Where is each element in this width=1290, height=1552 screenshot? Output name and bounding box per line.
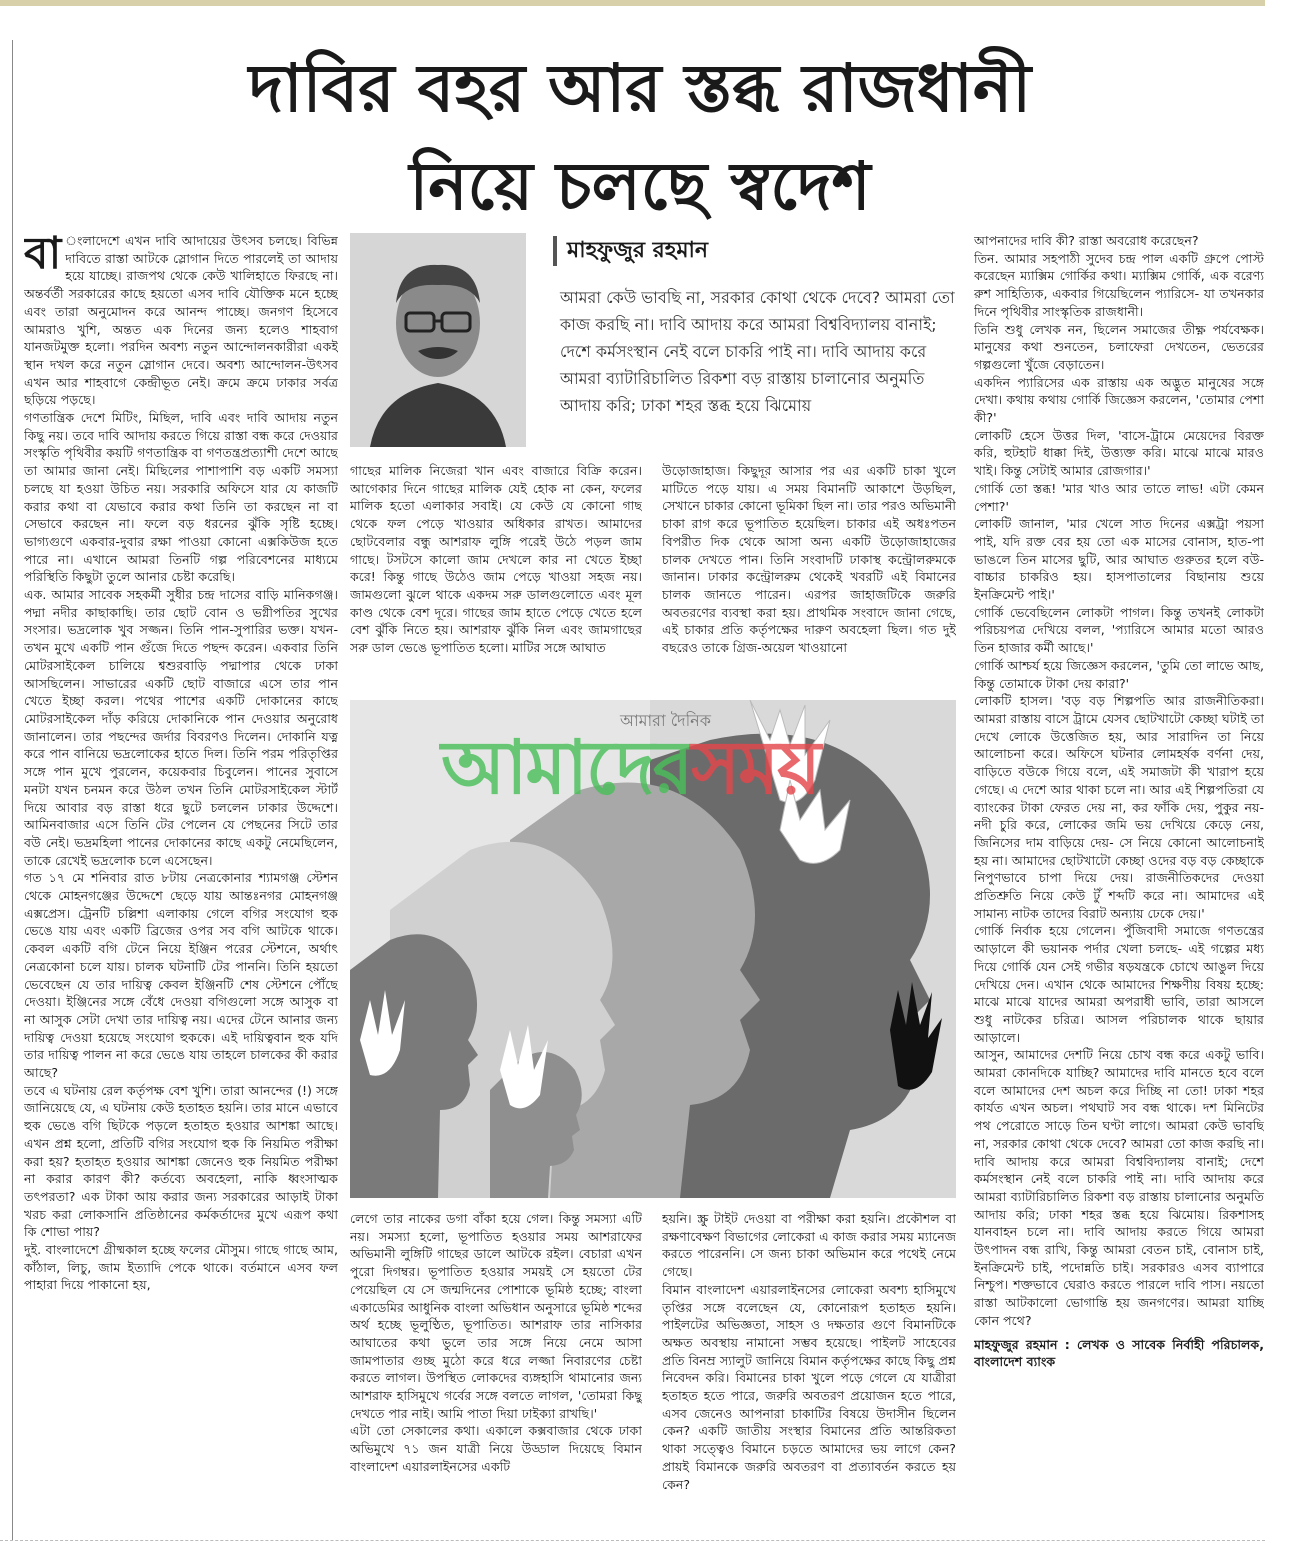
column-4-paragraph-9: গোর্কি আশ্চর্য হয়ে জিজ্ঞেস করলেন, 'তুমি তো লাভে আছ, কিন্তু তোমাকে টাকা দেয় কারা?' [974, 657, 1264, 691]
column-3-paragraph-1: উড়োজাহাজ। কিছুদূর আসার পর এর একটি চাকা খুলে মাটিতে পড়ে যায়। এ সময় বিমানটি আকাশে উড়ছিল, সেখানে চাকার কোনো ভূমিকা ছিল না। তার পরও অভিমানী চাকা রাগ করে ভূপাতিত হয়েছিল। চাকার এই অধঃপতন বিপরীত দিক থেকে আসা অন্য একটি উড়োজাহাজের চালক দেখতে পান। তিনি সংবাদটি ঢাকাস্থ কন্ট্রোলরুমকে জানান। ঢাকার কন্ট্রোলরুম থেকেই খবরটি এই বিমানের চালক জানতে পারেন। এরপর জাহাজটিকে জরুরি অবতরণের ব্যবস্থা করা হয়। প্রাথমিক সংবাদে জানা গেছে, এই চাকার প্রতি কর্তৃপক্ষের দারুণ অবহেলা ছিল। গত দুই বছরেও তাকে গ্রিজ-অয়েল খাওয়ানো [662, 463, 956, 656]
column-4-paragraph-7: লোকটি জানাল, 'মার খেলে সাত দিনের এক্সট্রা পয়সা পাই, যদি রক্ত বের হয় তো এক মাসের বোনাস, হাত-পা ভাঙলে তিন মাসের ছুটি, আর আঘাত গুরুতর হলে বউ-বাচ্চার চাকরিও হয়। হাসপাতালের বিছানায় শুয়ে ইনক্রিমেন্ট পাই।' [974, 516, 1264, 603]
column-2-paragraph-3: এটা তো সেকালের কথা। একালে কক্সবাজার থেকে ঢাকা অভিমুখে ৭১ জন যাত্রী নিয়ে উড্ডাল দিয়েছে বিমান বাংলাদেশ এয়ারলাইনসের একটি [350, 1423, 642, 1474]
column-2-paragraph-2: লেগে তার নাকের ডগা বাঁকা হয়ে গেল। কিন্তু সমস্যা এটি নয়। সমস্যা হলো, ভূপাতিত হওয়ার সময় আশরাফের অভিমানী লুঙ্গিটি গাছের ডালে আটকে রইল। বেচারা এখন পুরো দিগম্বর। ভূপাতিত হওয়ার সময়ই সে হয়তো টের পেয়েছিল যে সে জন্মদিনের পোশাকে ভূমিষ্ঠ হচ্ছে; বাংলা একাডেমির আধুনিক বাংলা অভিধান অনুসারে ভূমিষ্ঠ শব্দের অর্থ হচ্ছে ভূলুণ্ঠিত, ভূপাতিত। আশরাফ তার নাসিকার আঘাতের কথা ভুলে তার সঙ্গে নিয়ে নেমে আসা জামপাতার গুচ্ছ মুঠো করে ধরে লজ্জা নিবারণের চেষ্টা করতে লাগল। উপস্থিত লোকদের ব্যঙ্গহাসি থামানোর জন্য আশরাফ হাসিমুখে গর্বের সঙ্গে বলতে লাগল, 'তোমরা কিছু দেখতে পার নাই। আমি পাতা দিয়া ঢাইক্যা রাখছি।' [350, 1211, 642, 1421]
author-photo [350, 233, 526, 447]
column-1-paragraph-3: এক. আমার সাবেক সহকর্মী সুধীর চন্দ্র দাসের বাড়ি মানিকগঞ্জ। পদ্মা নদীর কাছাকাছি। তার ছোট বোন ও ভগ্নীপতির সুখের সংসার। ভদ্রলোক খুব সজ্জন। তিনি পান-সুপারির ভক্ত। যখন-তখন মুখে একটি পান গুঁজে দিতে পছন্দ করেন। একবার তিনি মোটরসাইকেল চালিয়ে শ্বশুরবাড়ি পদ্মাপার থেকে ঢাকা আসছিলেন। সাভারের একটি ছোট বাজারে এসে তার পান খেতে ইচ্ছা করল। পথের পাশের একটি দোকানের কাছে মোটরসাইকেল দাঁড় করিয়ে দোকানিকে পান দেওয়ার অনুরোধ জানালেন। তার পছন্দের জর্দার বিবরণও দিলেন। দোকানি যত্ন করে পান বানিয়ে ভদ্রলোকের হাতে দিল। তিনি পরম পরিতৃপ্তির সঙ্গে পান মুখে পুরলেন, কয়েকবার চিবুলেন। পানের সুবাসে মনটা যখন চনমন করে উঠল তখন তিনি মোটরসাইকেল স্টার্ট দিয়ে আবার বড় রাস্তা ধরে ছুটে চললেন ঢাকার উদ্দেশে। আমিনবাজার এসে তিনি টের পেলেন যে পেছনের সিটে তার বউ নেই। ভদ্রমহিলা পানের দোকানের কাছে একটু নেমেছিলেন, তাকে রেখেই ভদ্রলোক চলে এসেছেন। [24, 587, 338, 868]
column-1-paragraph-4: গত ১৭ মে শনিবার রাত ৮টায় নেত্রকোনার শ্যামগঞ্জ স্টেশন থেকে মোহনগঞ্জের উদ্দেশে ছেড়ে যায় আন্তঃনগর মোহনগঞ্জ এক্সপ্রেস। ট্রেনটি চল্লিশা এলাকায় গেলে বগির সংযোগ হুক ভেঙে যায় এবং একটি ব্রিজের ওপর সব বগি আটকে থাকে। কেবল একটি বগি টেনে নিয়ে ইঞ্জিন পরের স্টেশনে, অর্থাৎ নেত্রকোনা চলে যায়। চালক ঘটনাটি টের পাননি। তিনি হয়তো ভেবেছেন যে তার দায়িত্ব কেবল ইঞ্জিনটি শেষ স্টেশনে পৌঁছে দেওয়া। ইঞ্জিনের সঙ্গে বেঁধে দেওয়া বগিগুলো সঙ্গে আসুক বা না আসুক সেটা দেখা তার দায়িত্ব নয়। এদের টেনে আনার জন্য দায়িত্ব দেওয়া হয়েছে সংযোগ হুককে। এই দায়িত্ববান হুক যদি তার দায়িত্ব পালন না করে ভেঙে যায় তাহলে চালকের কী করার আছে? [24, 870, 338, 1081]
watermark-part-1: আমাদের [441, 725, 692, 811]
column-1-paragraph-2: গণতান্ত্রিক দেশে মিটিং, মিছিল, দাবি এবং দাবি আদায় নতুন কিছু নয়। তবে দাবি আদায় করতে গিয়ে রাস্তা বন্ধ করে দেওয়ার সংস্কৃতি পৃথিবীর কয়টি গণতান্ত্রিক বা গণতন্ত্রপ্রত্যাশী দেশে আছে তা আমার জানা নেই। মিছিলের পাশাপাশি বড় একটি সমস্যা চলছে যা হওয়া উচিত নয়। সরকারি অফিসে যার যে কাজটি করার কথা বা যেভাবে করার কথা তিনি তা করছেন না বা সেভাবে করছেন না। ফলে বড় ধরনের ঝুঁকি সৃষ্টি হচ্ছে। ভাগ্যগুণে একবার-দুবার রক্ষা পাওয়া কোনো এক্সকিউজ হতে পারে না। এখানে আমরা তিনটি গল্প পরিবেশনের মাধ্যমে পরিস্থিতি কিছুটা তুলে আনার চেষ্টা করেছি। [24, 410, 338, 585]
headline [140, 40, 1140, 236]
column-4-paragraph-11: গোর্কি নির্বাক হয়ে গেলেন। পুঁজিবাদী সমাজে গণতন্ত্রের আড়ালে কী ভয়ানক পর্দার খেলা চলছে- এই গল্পের মধ্য দিয়ে গোর্কি যেন সেই গভীর ষড়যন্ত্রকে চোখে আঙুল দিয়ে দেখিয়ে দেন। এখান থেকে আমাদের শিক্ষণীয় বিষয় হচ্ছে: মাঝে মাঝে যাদের আমরা অপরাধী ভাবি, তারা আসলে শুধু নাটকের চরিত্র। আসল পরিচালক থাকে ছায়ার আড়ালে। [974, 923, 1264, 1045]
watermark-caption: আমারা দৈনিক [620, 711, 711, 730]
column-4-paragraph-5: লোকটি হেসে উত্তর দিল, 'বাসে-ট্রামে মেয়েদের বিরক্ত করি, হুটহাট ধাক্কা দিই, উত্ত্যক্ত করি। মাঝে মাঝে মারও খাই। কিন্তু সেটাই আমার রোজগার।' [974, 427, 1264, 479]
top-color-bar [0, 0, 1265, 6]
column-1-paragraph-5: তবে এ ঘটনায় রেল কর্তৃপক্ষ বেশ খুশি। তারা আনন্দের (!) সঙ্গে জানিয়েছে যে, এ ঘটনায় কেউ হতাহত হয়নি। তার মানে এভাবে হুক ভেঙে বগি ছিটকে পড়লে হতাহত হওয়ার আশঙ্কা আছে। এখন প্রশ্ন হলো, প্রতিটি বগির সংযোগ হুক কি নিয়মিত পরীক্ষা করা হয়? হতাহত হওয়ার আশঙ্কা জেনেও হুক নিয়মিত পরীক্ষা না করার কারণ কী? কর্তব্যে অবহেলা, নাকি ধ্বংসাত্মক তৎপরতা? এক টাকা আয় করার জন্য সরকারের আড়াই টাকা খরচ করা লোকসানি প্রতিষ্ঠানের কর্মকর্তাদের মুখে এরূপ কথা কি শোভা পায়? [24, 1082, 338, 1240]
drop-cap: বা [24, 232, 62, 279]
column-4-paragraph-4: একদিন প্যারিসের এক রাস্তায় এক অদ্ভুত মানুষের সঙ্গে দেখা। কথায় কথায় গোর্কি জিজ্ঞেস করলেন, 'তোমার পেশা কী?' [974, 374, 1264, 426]
column-2-paragraph-1: গাছের মালিক নিজেরা খান এবং বাজারে বিক্রি করেন। আগেকার দিনে গাছের মালিক যেই হোক না কেন, ফলের মালিক হতো এলাকার সবাই। যে কেউ যে কোনো গাছ থেকে ফল পেড়ে খাওয়ার অধিকার রাখত। আমাদের ছোটবেলার বন্ধু আশরাফ লুঙ্গি পরেই উঠে পড়ল জাম গাছে। টসটসে কালো জাম দেখলে কার না খেতে ইচ্ছা করে! কিন্তু গাছে উঠেও জাম পেড়ে খাওয়া সহজ নয়। জামগুলো ঝুলে থাকে একদম সরু ডালগুলোতে এবং মূল কাণ্ড থেকে বেশ দূরে। গাছের জাম হাতে পেড়ে খেতে হলে বেশ ঝুঁকি নিতে হয়। আশরাফ ঝুঁকি নিল এবং জামগাছের সরু ডাল ভেঙে ভূপাতিত হলো। মাটির সঙ্গে আঘাত [350, 463, 642, 656]
column-4-paragraph-8: গোর্কি ভেবেছিলেন লোকটা পাগল। কিন্তু তখনই লোকটা পরিচয়পত্র দেখিয়ে বলল, 'প্যারিসে আমার মতো আরও তিন হাজার কর্মী আছে।' [974, 604, 1264, 656]
column-3-paragraph-3: বিমান বাংলাদেশ এয়ারলাইনসের লোকেরা অবশ্য হাসিমুখে তৃপ্তির সঙ্গে বলেছেন যে, কোনোরূপ হতাহত হয়নি। পাইলটের অভিজ্ঞতা, সাহস ও দক্ষতার গুণে বিমানটিকে অক্ষত অবস্থায় নামানো সম্ভব হয়েছে। পাইলট সাহেবের প্রতি বিনম্র স্যালুট জানিয়ে বিমান কর্তৃপক্ষের কাছে কিছু প্রশ্ন নিবেদন করি। বিমানের চাকা খুলে পড়ে গেলে যে যাত্রীরা হতাহত হতে পারে, জরুরি অবতরণ প্রয়োজন হতে পারে, এসব জেনেও আপনারা চাকাটির বিষয়ে উদাসীন ছিলেন কেন? একটি জাতীয় সংস্থার বিমানের প্রতি আন্তরিকতা থাকা সত্ত্বেও বিমানে চড়তে আমাদের ভয় লাগে কেন? প্রায়ই বিমানকে জরুরি অবতরণ বা প্রত্যাবর্তন করতে হয় কেন? [662, 1281, 956, 1492]
bottom-rule [0, 1540, 1265, 1541]
column-4-paragraph-3: তিনি শুধু লেখক নন, ছিলেন সমাজের তীক্ষ্ণ পর্যবেক্ষক। মানুষের কথা শুনতেন, চলাফেরা দেখতেন, ভেতরের গল্পগুলো খুঁজে বেড়াতেন। [974, 321, 1264, 372]
column-4-paragraph-1: আপনাদের দাবি কী? রাস্তা অবরোধ করেছেন? [974, 233, 1199, 248]
watermark-logo [300, 712, 960, 835]
column-3-bottom [662, 1210, 956, 1532]
column-1 [24, 232, 338, 1532]
left-margin-rule [2, 40, 13, 1540]
watermark-part-2: সময় [691, 725, 819, 811]
column-3-paragraph-2: হয়নি। স্ক্রু টাইট দেওয়া বা পরীক্ষা করা হয়নি। প্রকৌশল বা রক্ষণাবেক্ষণ বিভাগের লোকেরা এ কাজ করার সময় ম্যানেজ করতে পারেননি। সে জন্য চাকা অভিমান করে পথেই নেমে গেছে। [662, 1211, 956, 1280]
column-4-paragraph-6: গোর্কি তো স্তব্ধ! 'মার খাও আর তাতে লাভ! এটা কেমন পেশা?' [974, 480, 1264, 514]
headline-line-1: দাবির বহর আর স্তব্ধ রাজধানী [248, 50, 1032, 127]
column-1-paragraph-6: দুই. বাংলাদেশে গ্রীষ্মকাল হচ্ছে ফলের মৌসুম। গাছে গাছে আম, কাঁঠাল, লিচু, জাম ইত্যাদি পেকে থাকে। বর্তমানে এসব ফল পাহারা দিয়ে পাকানো হয়, [24, 1242, 338, 1293]
column-2-top [350, 462, 642, 698]
column-2-bottom [350, 1210, 642, 1532]
byline: মাহফুজুর রহমান [553, 236, 708, 266]
column-1-paragraph-1: বা ংলাদেশে এখন দাবি আদায়ের উৎসব চলছে। বিভিন্ন দাবিতে রাস্তা আটকে স্লোগান দিতে পারলেই তা আদায় হয়ে যাচ্ছে। রাজপথ থেকে কেউ খালিহাতে ফিরছে না। অন্তর্বর্তী সরকারের কাছে হয়তো এসব দাবি যৌক্তিক মনে হচ্ছে এবং তারা অনুমোদন করে আনন্দ পাচ্ছে। জনগণ হিসেবে আমরাও খুশি, অন্তত এক দিনের জন্য হলেও শাহবাগ যানজটমুক্ত হলো। পরদিন অবশ্য নতুন আন্দোলনকারীরা একই স্থান দখল করে নতুন স্লোগান দেবে। অবশ্য আন্দোলন-উৎসব এখন আর শাহবাগে কেন্দ্রীভূত নেই। ক্রমে ক্রমে ঢাকার সর্বত্র ছড়িয়ে পড়ছে। [24, 232, 338, 408]
column-4-paragraph-12: আসুন, আমাদের দেশটি নিয়ে চোখ বন্ধ করে একটু ভাবি। আমরা কোনদিকে যাচ্ছি? আমাদের দাবি মানতে হবে বলে বলে আমাদের দেশ অচল করে দিচ্ছি না তো! ঢাকা শহর কার্যত এখন অচল। পথঘাট সব বন্ধ থাকে। দশ মিনিটের পথ পেরোতে সাড়ে তিন ঘণ্টা লাগে। আমরা কেউ ভাবছি না, সরকার কোথা থেকে দেবে? আমরা তো কাজ করছি না। দাবি আদায় করে আমরা বিশ্ববিদ্যালয় বানাই; দেশে কর্মসংস্থান নেই বলে চাকরি পাই না। দাবি আদায় করে আমরা ব্যাটারিচালিত রিকশা বড় রাস্তায় চালানোর অনুমতি আদায় করি; ঢাকা শহর স্তব্ধ হয়ে ঝিমোয়। রিকশাসহ যানবাহন চলে না। দাবি আদায় করতে গিয়ে আমরা উৎপাদন বন্ধ রাখি, কিন্তু আমরা বেতন চাই, বোনাস চাই, ইনক্রিমেন্ট চাই, পদোন্নতি চাই। সরকারও এসব ব্যাপারে নিশ্চুপ। শক্তভাবে ঘেরাও করতে পারলে দাবি পাস। নয়তো রাস্তা আটকালো ভোগান্তি হয় জনগণের। আমরা যাচ্ছি কোন পথে? [974, 1047, 1264, 1328]
column-4-paragraph-10: লোকটি হাসল। 'বড় বড় শিল্পপতি আর রাজনীতিকরা। আমরা রাস্তায় বাসে ট্রামে যেসব ছোটখাটো কেচ্ছা ঘটাই তা দেখে লোকে উত্তেজিত হয়, আর সারাদিন তা নিয়ে আলোচনা করে। অফিসে ঘটনার লোমহর্ষক বর্ণনা দেয়, বাড়িতে বউকে গিয়ে বলে, এই সমাজটা কী খারাপ হয়ে গেছে। এ দেশে আর থাকা চলে না। আর এই শিল্পপতিরা যে ব্যাংকের টাকা ফেরত দেয় না, কর ফাঁকি দেয়, পুকুর নয়- নদী চুরি করে, লোকের জমি ভয় দেখিয়ে কেড়ে নেয়, জিনিসের দাম বাড়িয়ে দেয়- সে নিয়ে কোনো আলোচনাই হয় না। আমাদের ছোটখাটো কেচ্ছা ওদের বড় বড় কেচ্ছাকে নিপুণভাবে চাপা দিয়ে দেয়। রাজনীতিকদের দেওয়া প্রতিশ্রুতি নিয়ে কেউ টুঁ শব্দটি করে না। আমাদের এই সামান্য নাটক তাদের বিরাট অন্যায় ঢেকে দেয়।' [974, 693, 1264, 921]
pull-quote: আমরা কেউ ভাবছি না, সরকার কোথা থেকে দেবে? আমরা তো কাজ করছি না। দাবি আদায় করে আমরা বিশ্ববিদ্যালয় বানাই; দেশে কর্মসংস্থান নেই বলে চাকরি পাই না। দাবি আদায় করে আমরা ব্যাটারিচালিত রিকশা বড় রাস্তায় চালানোর অনুমতি আদায় করি; ঢাকা শহর স্তব্ধ হয়ে ঝিমোয় [560, 288, 955, 415]
author-note: মাহফুজুর রহমান : লেখক ও সাবেক নির্বাহী পরিচালক, বাংলাদেশ ব্যাংক [974, 1336, 1264, 1370]
column-4-paragraph-2: তিন. আমার সহপাঠী সুদেব চন্দ্র পাল একটি গ্রুপে পোস্ট করেছেন ম্যাক্সিম গোর্কির কথা। ম্যাক্সিম গোর্কি, এক বরেণ্য রুশ সাহিত্যিক, একবার গিয়েছিলেন প্যারিসে- যা তখনকার দিনে পৃথিবীর সাংস্কৃতিক রাজধানী। [974, 250, 1264, 319]
column-3-top [662, 462, 956, 698]
column-4 [974, 232, 1264, 1532]
headline-line-2: নিয়ে চলছে স্বদেশ [409, 148, 871, 225]
